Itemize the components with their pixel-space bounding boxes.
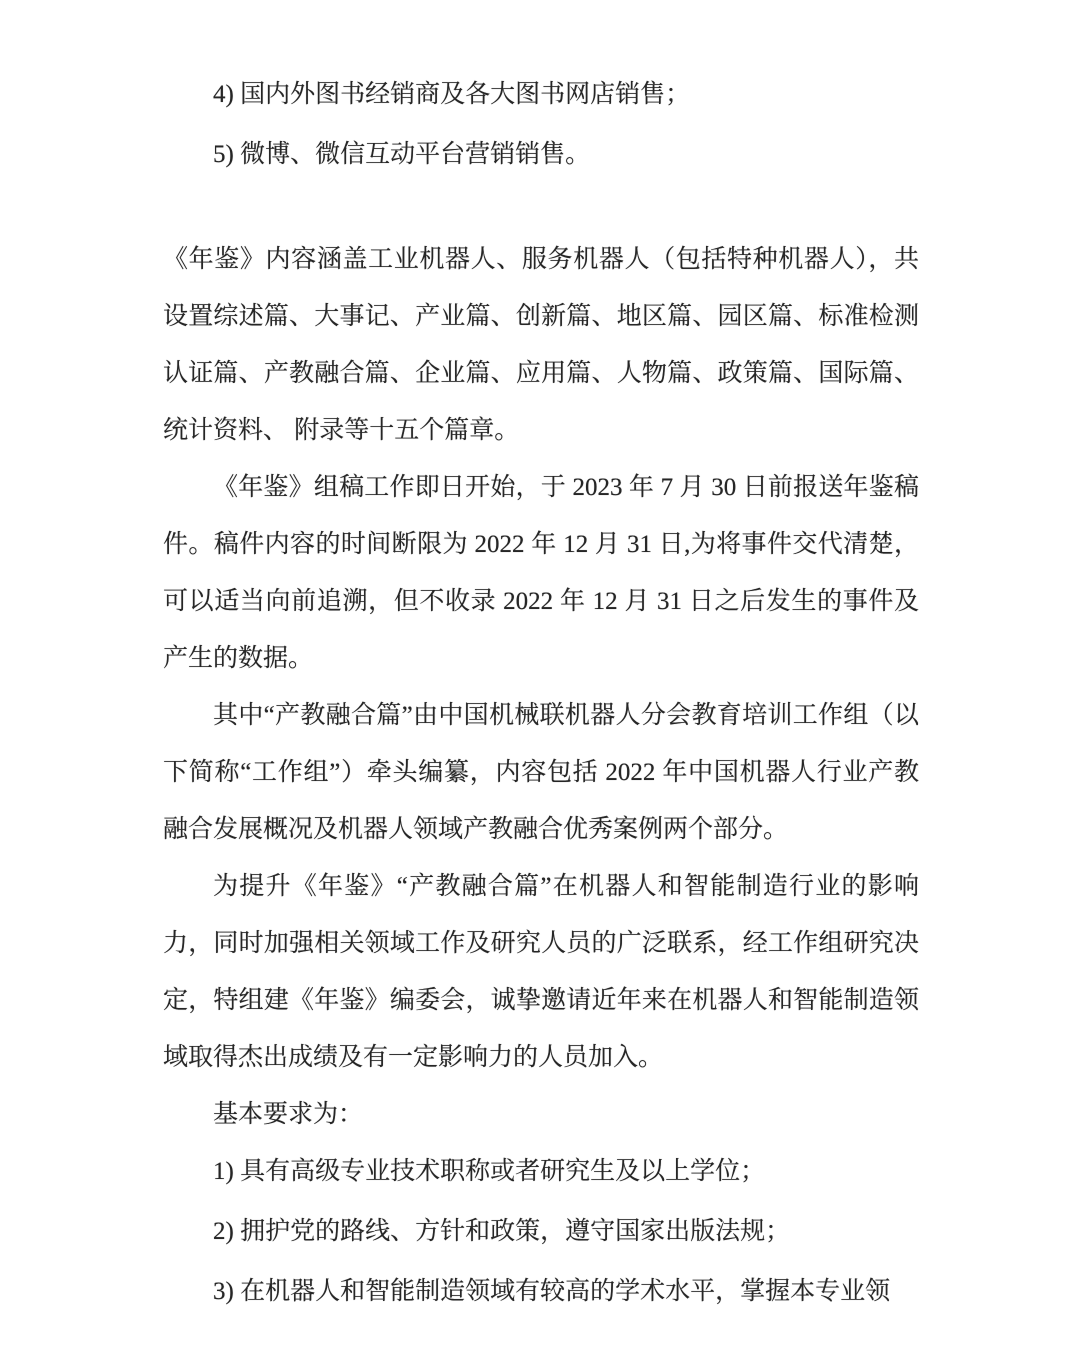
distribution-list-item-5: 5) 微博、微信互动平台营销销售。: [213, 141, 591, 168]
document-body: [163, 66, 919, 1320]
requirement-item-3: 3) 在机器人和智能制造领域有较高的学术水平，掌握本专业领: [213, 1278, 891, 1305]
distribution-list-item-4: 4) 国内外图书经销商及各大图书网店销售；: [213, 81, 691, 108]
paragraph-editorial-committee-invitation: 为提升《年鉴》“产教融合篇”在机器人和智能制造行业的影响力，同时加强相关领域工作及研究人员的广泛联系，经工作组研究决定，特组建《年鉴》编委会，诚挚邀请近年来在机器人和智能制造领域取得杰出成绩及有一定影响力的人员加入。: [163, 873, 919, 1071]
paragraph-basic-requirements-label: 基本要求为：: [213, 1101, 364, 1128]
requirement-item-1: 1) 具有高级专业技术职称或者研究生及以上学位；: [213, 1158, 766, 1185]
paragraph-submission-schedule: 《年鉴》组稿工作即日开始，于 2023 年 7 月 30 日前报送年鉴稿件。稿件内容的时间断限为 2022 年 12 月 31 日,为将事件交代清楚，可以适当向前追溯，但不收录 2022 年 12 月 31 日之后发生的事件及产生的数据。: [163, 474, 919, 672]
paragraph-industry-education-chapter: 其中“产教融合篇”由中国机械联机器人分会教育培训工作组（以下简称“工作组”）牵头编纂，内容包括 2022 年中国机器人行业产教融合发展概况及机器人领域产教融合优秀案例两个部分。: [163, 702, 919, 843]
paragraph-yearbook-contents: 《年鉴》内容涵盖工业机器人、服务机器人（包括特种机器人），共设置综述篇、大事记、产业篇、创新篇、地区篇、园区篇、标准检测认证篇、产教融合篇、企业篇、应用篇、人物篇、政策篇、国际篇、统计资料、 附录等十五个篇章。: [163, 246, 919, 444]
requirement-item-2: 2) 拥护党的路线、方针和政策，遵守国家出版法规；: [213, 1218, 791, 1245]
